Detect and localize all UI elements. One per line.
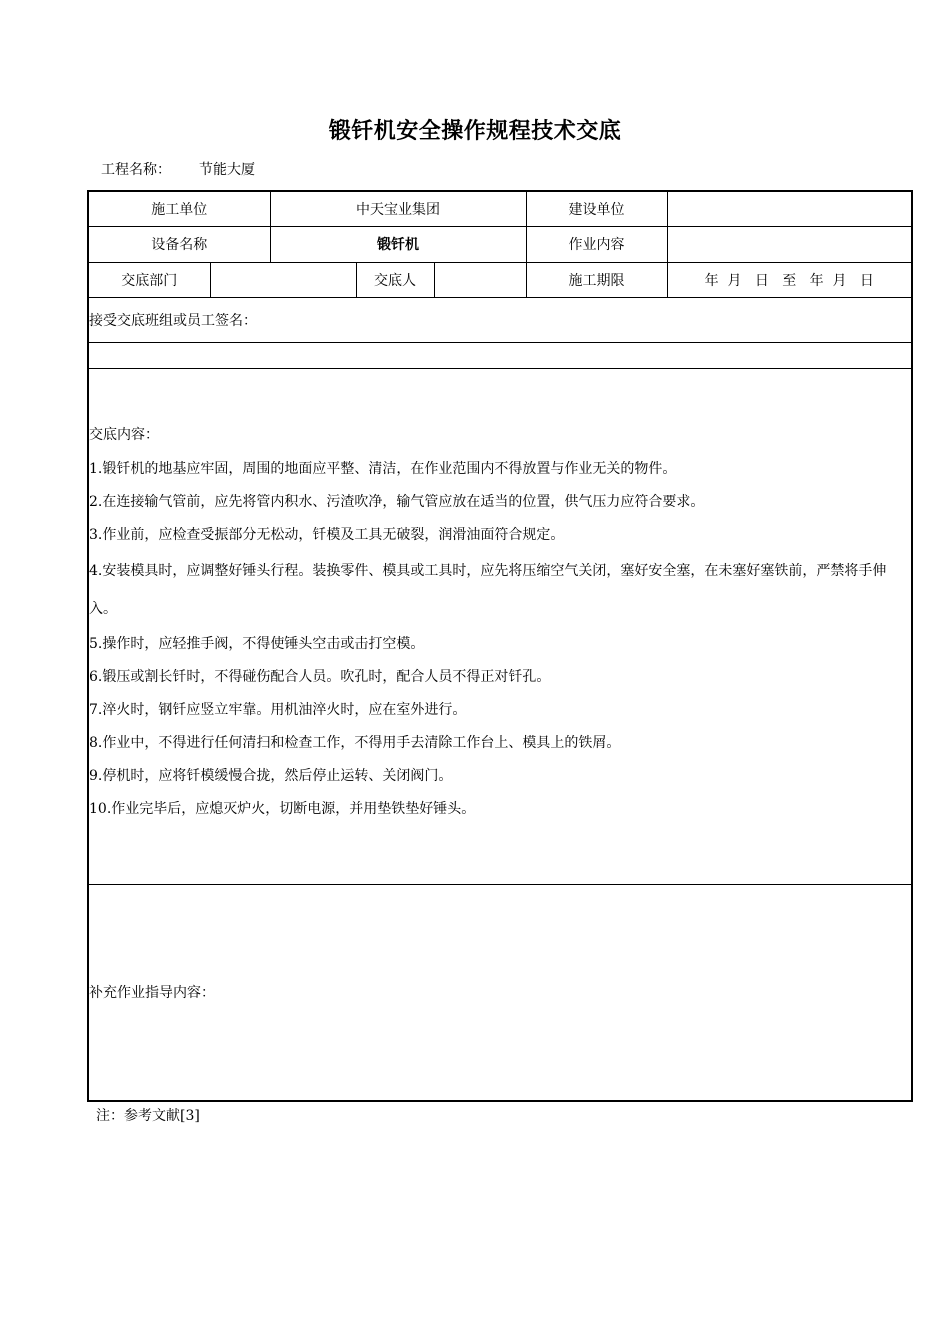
- content-item-7: 7.淬火时，钢钎应竖立牢靠。用机油淬火时，应在室外进行。: [89, 702, 467, 718]
- work-content-label: 作业内容: [526, 226, 667, 262]
- construction-unit-value: 中天宝业集团: [270, 191, 526, 226]
- builder-unit-label: 建设单位: [526, 191, 667, 226]
- reference-note: 注：参考文献[3]: [96, 1108, 200, 1124]
- briefer-value: [434, 262, 526, 297]
- content-item-4: 4.安装模具时，应调整好锤头行程。装换零件、模具或工具时，应先将压缩空气关闭，塞好安全塞，在未塞好塞铁前，严禁将手伸入。: [89, 563, 887, 617]
- equipment-value: 锻钎机: [270, 226, 526, 262]
- supplement-label: 补充作业指导内容：: [88, 884, 912, 1101]
- period-label: 施工期限: [526, 262, 667, 297]
- content-item-10: 10.作业完毕后，应熄灭炉火，切断电源，并用垫铁垫好锤头。: [89, 801, 476, 817]
- project-value: 节能大厦: [199, 162, 255, 178]
- equipment-label: 设备名称: [88, 226, 270, 262]
- builder-unit-value: [667, 191, 912, 226]
- content-item-1: 1.锻钎机的地基应牢固，周围的地面应平整、清洁，在作业范围内不得放置与作业无关的物件。: [89, 461, 677, 477]
- briefer-label: 交底人: [356, 262, 434, 297]
- content-item-3: 3.作业前，应检查受振部分无松动，钎模及工具无破裂，润滑油面符合规定。: [89, 527, 565, 543]
- content-item-2: 2.在连接输气管前，应先将管内积水、污渣吹净，输气管应放在适当的位置，供气压力应符合要求。: [89, 494, 705, 510]
- period-value: 年 月 日 至 年 月 日: [667, 262, 912, 297]
- content-item-6: 6.锻压或割长钎时，不得碰伤配合人员。吹孔时，配合人员不得正对钎孔。: [89, 669, 551, 685]
- content-item-5: 5.操作时，应轻推手阀，不得使锤头空击或击打空模。: [89, 636, 425, 652]
- briefing-content-cell: [88, 368, 912, 884]
- department-label: 交底部门: [88, 262, 210, 297]
- project-label: 工程名称：: [101, 162, 171, 178]
- content-label: 交底内容：: [89, 427, 159, 443]
- content-item-9: 9.停机时，应将钎模缓慢合拢，然后停止运转、关闭阀门。: [89, 768, 453, 784]
- document-title: 锻钎机安全操作规程技术交底: [328, 119, 622, 144]
- construction-unit-label: 施工单位: [88, 191, 270, 226]
- signature-area: [88, 342, 912, 368]
- content-item-8: 8.作业中，不得进行任何清扫和检查工作，不得用手去清除工作台上、模具上的铁屑。: [89, 735, 621, 751]
- department-value: [210, 262, 356, 297]
- project-line: [101, 159, 255, 179]
- briefing-form-table: [87, 190, 913, 1102]
- work-content-value: [667, 226, 912, 262]
- signature-label: 接受交底班组或员工签名：: [88, 297, 912, 342]
